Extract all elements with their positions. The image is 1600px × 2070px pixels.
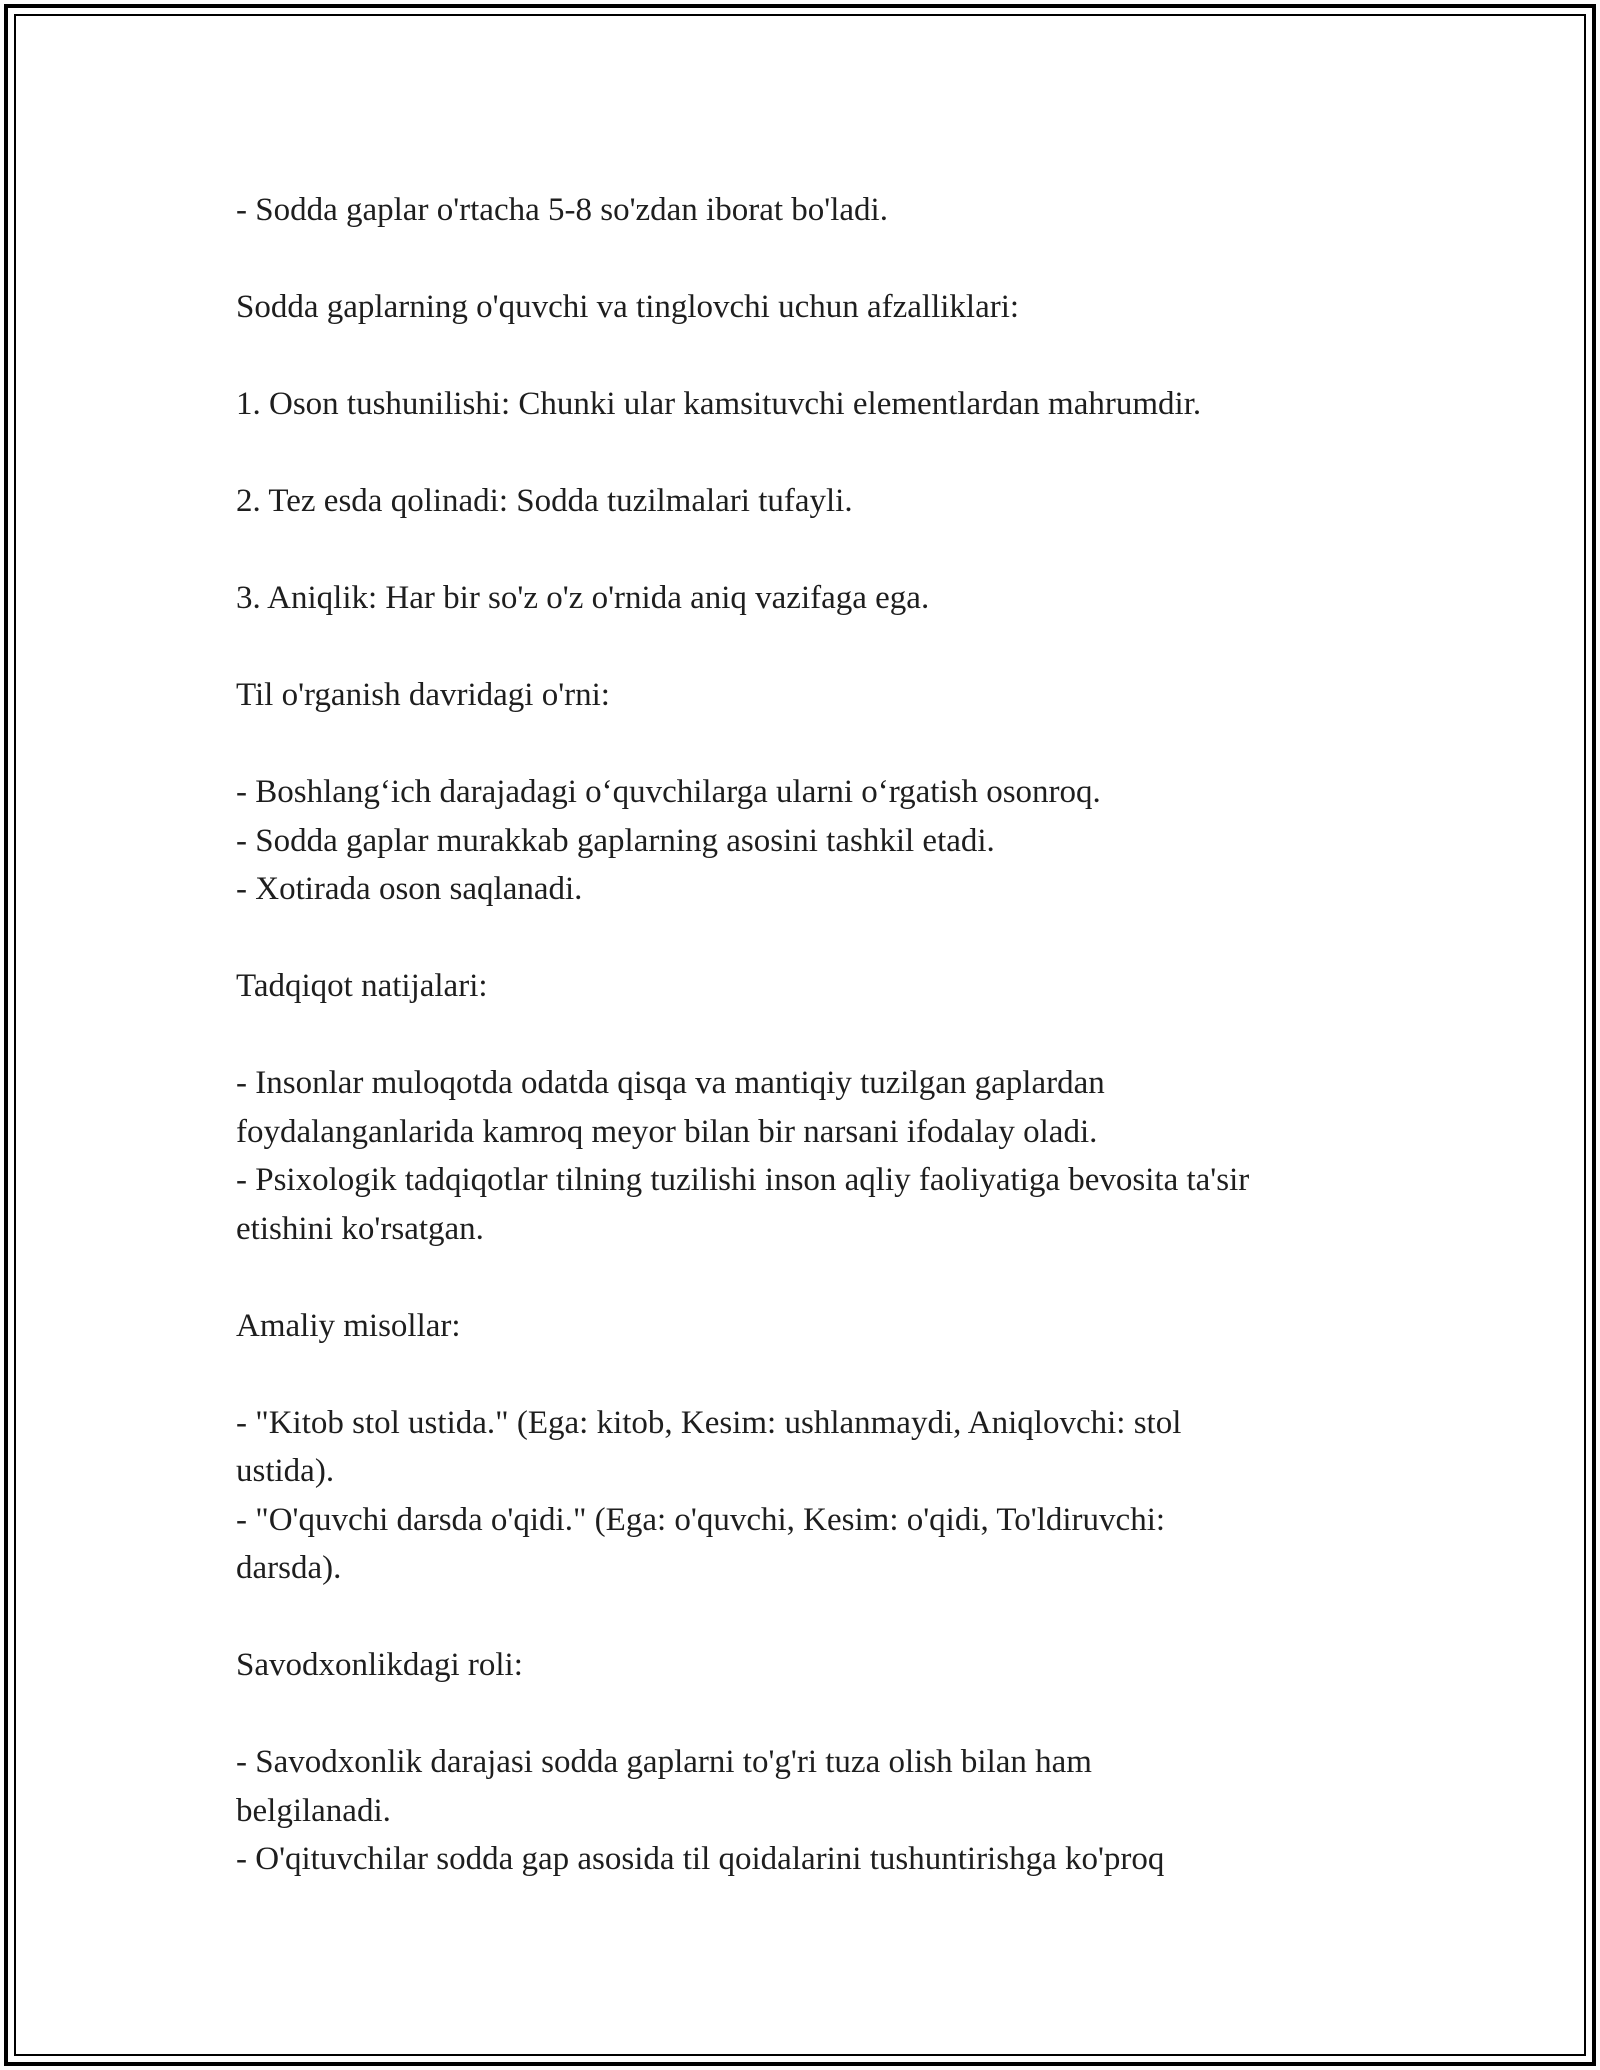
text-line: ustida). (236, 1453, 335, 1489)
paragraph (236, 574, 1366, 623)
paragraph (236, 1641, 1366, 1690)
text-line: 2. Tez esda qolinadi: Sodda tuzilmalari tufayli. (236, 483, 853, 519)
paragraph (236, 768, 1366, 914)
text-line: 3. Aniqlik: Har bir so'z o'z o'rnida aniq vazifaga ega. (236, 580, 930, 616)
text-line: belgilanadi. (236, 1792, 391, 1829)
text-line: - Insonlar muloqotda odatda qisqa va mantiqiy tuzilgan gaplardan (236, 1065, 1105, 1101)
paragraph (236, 1738, 1366, 1884)
paragraph (236, 1302, 1366, 1351)
text-line: Tadqiqot natijalari: (236, 968, 488, 1004)
paragraph (236, 186, 1366, 235)
text-line: Sodda gaplarning o'quvchi va tinglovchi uchun afzalliklari: (236, 289, 1020, 325)
paragraph (236, 380, 1366, 429)
paragraph (236, 283, 1366, 332)
text-line: Amaliy misollar: (236, 1307, 461, 1344)
paragraph (236, 671, 1366, 720)
text-line: - Savodxonlik darajasi sodda gaplarni to'g'ri tuza olish bilan ham (236, 1744, 1092, 1780)
paragraph (236, 477, 1366, 526)
paragraph (236, 962, 1366, 1011)
text-line: - "Kitob stol ustida." (Ega: kitob, Kesim: ushlanmaydi, Aniqlovchi: stol (236, 1404, 1182, 1441)
text-line: - Xotirada oson saqlanadi. (236, 871, 583, 907)
text-line: - "O'quvchi darsda o'qidi." (Ega: o'quvchi, Kesim: o'qidi, To'ldiruvchi: (236, 1501, 1166, 1538)
text-line: Til o'rganish davridagi o'rni: (236, 677, 610, 713)
text-line: - O'qituvchilar sodda gap asosida til qoidalarini tushuntirishga ko'proq (236, 1841, 1165, 1877)
text-line: etishini ko'rsatgan. (236, 1210, 484, 1247)
text-line: - Sodda gaplar murakkab gaplarning asosini tashkil etadi. (236, 822, 995, 859)
text-line: darsda). (236, 1550, 342, 1586)
text-line: - Sodda gaplar o'rtacha 5-8 so'zdan iborat bo'ladi. (236, 192, 888, 228)
document-body (236, 186, 1366, 1884)
paragraph (236, 1399, 1366, 1593)
text-line: foydalanganlarida kamroq meyor bilan bir narsani ifodalay oladi. (236, 1113, 1098, 1150)
text-line: - Boshlang‘ich darajadagi o‘quvchilarga ularni o‘rgatish osonroq. (236, 774, 1101, 810)
text-line: Savodxonlikdagi roli: (236, 1647, 523, 1683)
text-line: - Psixologik tadqiqotlar tilning tuzilishi inson aqliy faoliyatiga bevosita ta'sir (236, 1162, 1250, 1198)
paragraph (236, 1059, 1366, 1253)
text-line: 1. Oson tushunilishi: Chunki ular kamsituvchi elementlardan mahrumdir. (236, 386, 1202, 422)
